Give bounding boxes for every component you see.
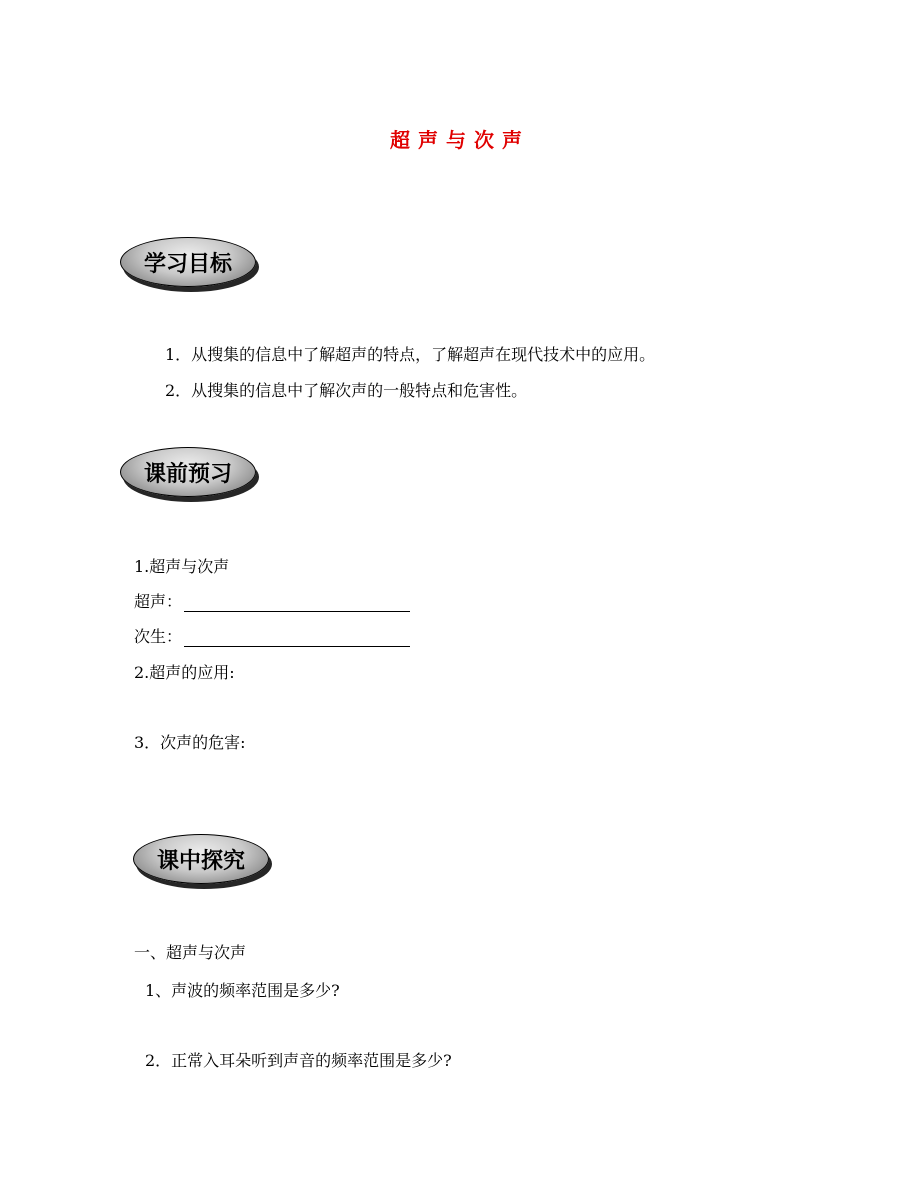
answer-blank-ultrasound[interactable] bbox=[184, 595, 410, 612]
explore-question: 1、声波的频率范围是多少? bbox=[145, 981, 340, 1000]
section-badge-preview: 课前预习 bbox=[120, 447, 256, 497]
answer-blank-infrasound[interactable] bbox=[184, 630, 410, 647]
explore-question: 2．正常入耳朵听到声音的频率范围是多少? bbox=[145, 1051, 452, 1070]
preview-label-ultrasound: 超声： bbox=[134, 592, 183, 611]
goal-item: 2．从搜集的信息中了解次声的一般特点和危害性。 bbox=[165, 381, 528, 400]
preview-item: 3．次声的危害: bbox=[134, 733, 246, 752]
section-badge-goals: 学习目标 bbox=[120, 237, 256, 287]
preview-fill-row bbox=[134, 627, 410, 647]
section-badge-explore: 课中探究 bbox=[133, 834, 269, 884]
page-title: 超声与次声 bbox=[390, 128, 530, 152]
goal-item: 1．从搜集的信息中了解超声的特点，了解超声在现代技术中的应用。 bbox=[165, 345, 656, 364]
preview-item: 1.超声与次声 bbox=[134, 557, 230, 576]
preview-label-infrasound: 次生： bbox=[134, 627, 183, 646]
explore-heading: 一、超声与次声 bbox=[134, 943, 247, 962]
preview-fill-row bbox=[134, 592, 410, 612]
preview-item: 2.超声的应用: bbox=[134, 663, 235, 682]
